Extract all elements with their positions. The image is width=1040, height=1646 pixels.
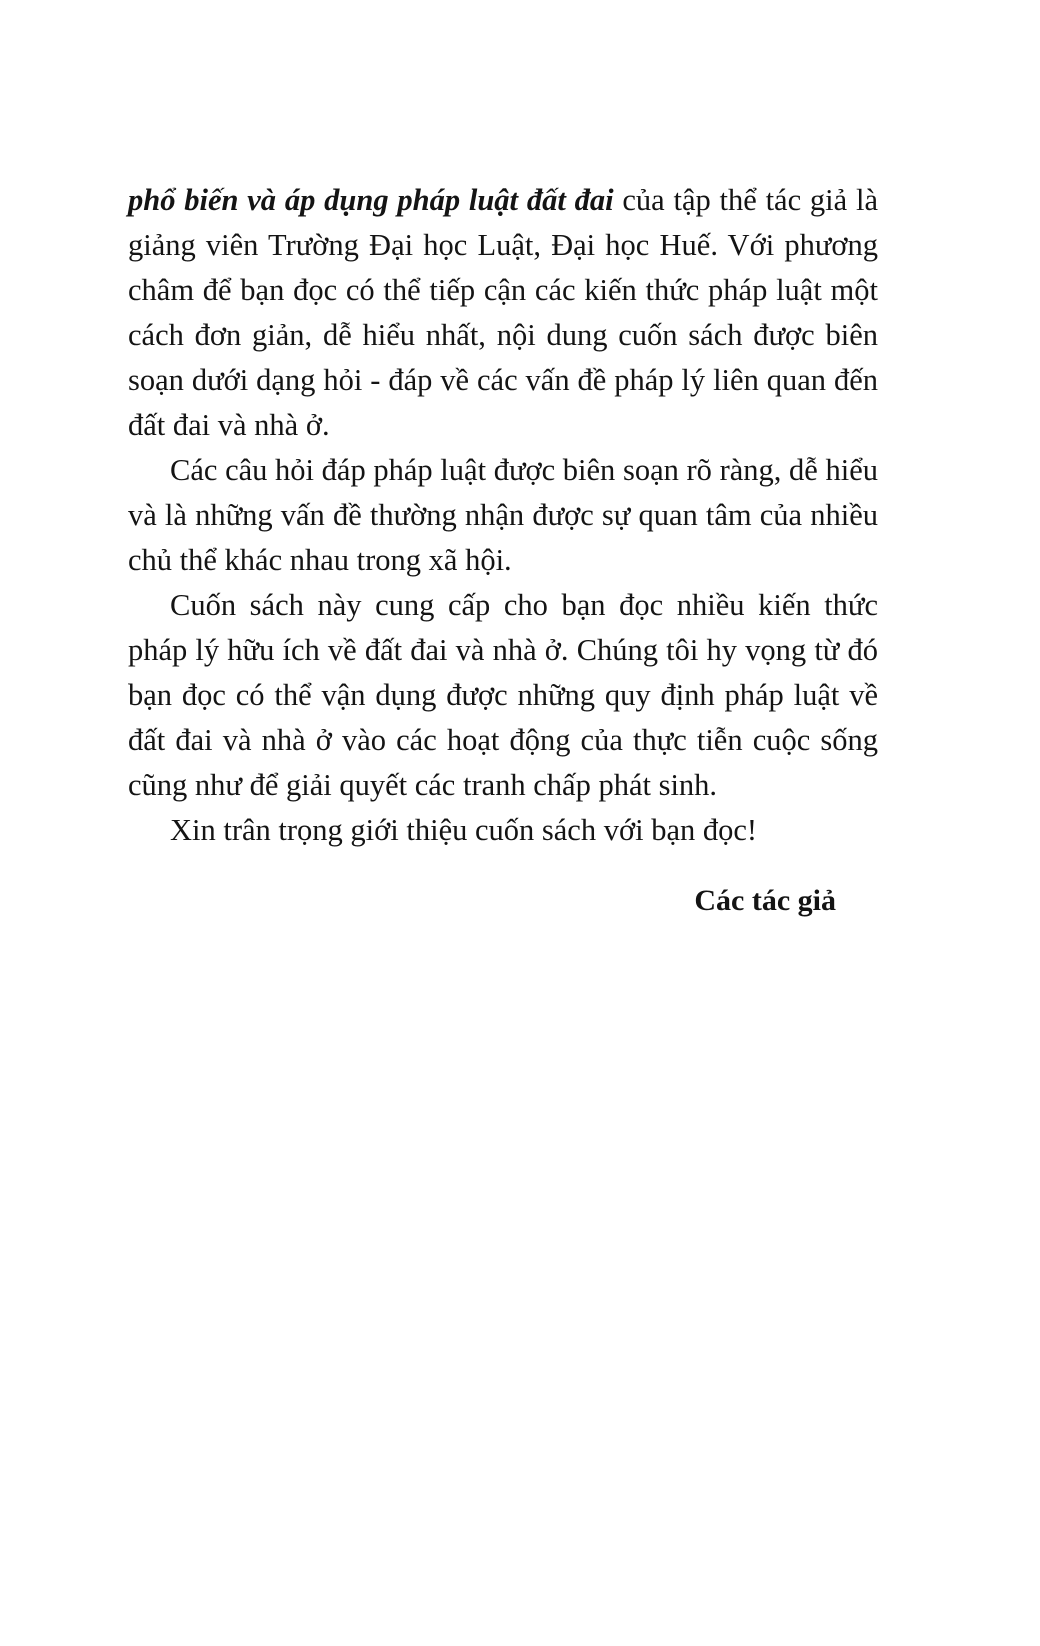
paragraph-two: Các câu hỏi đáp pháp luật được biên soạn rõ ràng, dễ hiểu và là những vấn đề thường nhận được sự quan tâm của nhiều chủ thể khác nhau trong xã hội. [128, 453, 878, 577]
text-column [128, 178, 878, 923]
paragraph-intro-text: của tập thể tác giả là giảng viên Trường Đại học Luật, Đại học Huế. Với phương châm để bạn đọc có thể tiếp cận các kiến thức pháp luật một cách đơn giản, dễ hiểu nhất, nội dung cuốn sách được biên soạn dưới dạng hỏi - đáp về các vấn đề pháp lý liên quan đến đất đai và nhà ở. [128, 183, 878, 442]
signature-authors: Các tác giả [694, 884, 836, 917]
emphasized-book-title: phổ biến và áp dụng pháp luật đất đai [128, 183, 614, 217]
paragraph-four: Xin trân trọng giới thiệu cuốn sách với bạn đọc! [170, 813, 758, 847]
paragraph-three: Cuốn sách này cung cấp cho bạn đọc nhiều kiến thức pháp lý hữu ích về đất đai và nhà ở. Chúng tôi hy vọng từ đó bạn đọc có thể vận dụng được những quy định pháp luật về đất đai và nhà ở vào các hoạt động của thực tiễn cuộc sống cũng như để giải quyết các tranh chấp phát sinh. [128, 588, 878, 802]
paragraph-intro [128, 178, 878, 448]
